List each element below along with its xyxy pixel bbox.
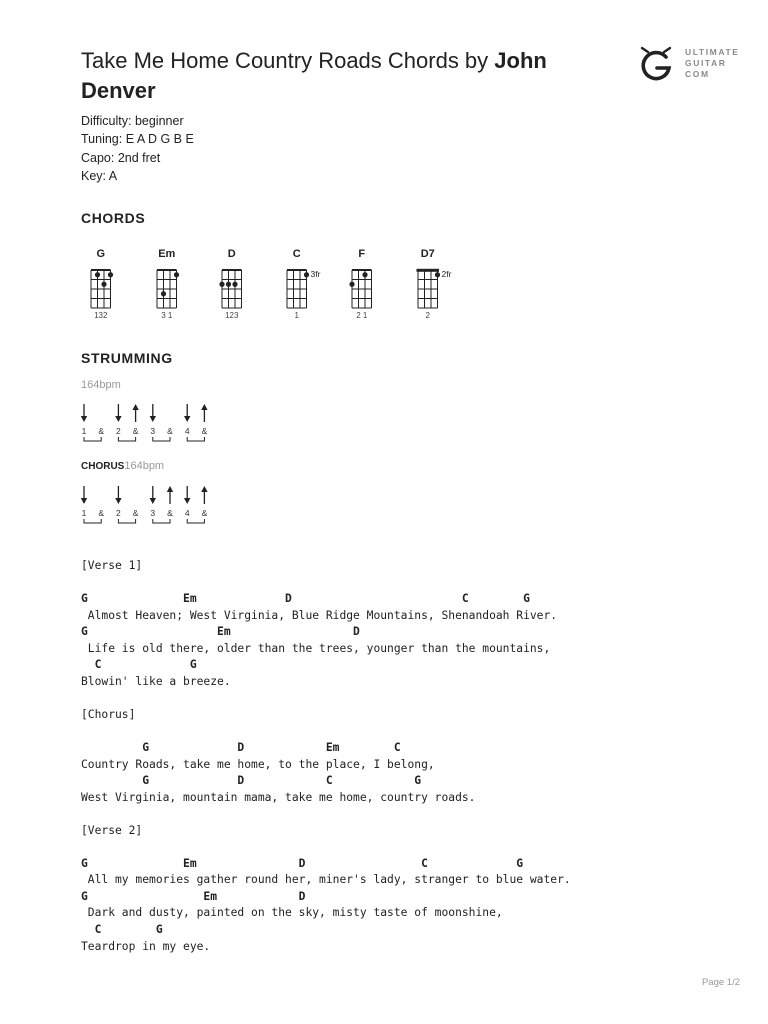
blank-line <box>81 723 571 740</box>
beat-bracket <box>187 437 204 441</box>
chorus-label: CHORUS <box>81 461 125 472</box>
chord-line: C G <box>81 923 163 937</box>
ultimate-guitar-logo-icon <box>636 44 676 84</box>
finger-dot <box>349 282 354 287</box>
strumming-bpm: 164bpm <box>81 379 121 391</box>
capo: Capo: 2nd fret <box>81 150 161 165</box>
lyric-line: Country Roads, take me home, to the place, I belong, <box>81 757 435 771</box>
chord-name: Em <box>158 248 176 260</box>
chord-diagrams <box>68 242 488 322</box>
lyric-line: Dark and dusty, painted on the sky, misty taste of moonshine, <box>81 906 503 920</box>
chord-line: G Em D <box>81 889 306 903</box>
chord-diagram-d <box>219 248 241 320</box>
beat-count: 3 <box>150 426 156 436</box>
blank-line <box>81 575 571 592</box>
finger-dot <box>174 272 179 277</box>
chord-line: G D Em C <box>81 741 401 755</box>
beat-count: 1 <box>81 426 87 436</box>
chord-diagram-f <box>349 248 371 320</box>
chorus-bpm: 164bpm <box>124 460 165 472</box>
down-arrow-icon <box>184 498 190 504</box>
up-arrow-icon <box>167 486 173 492</box>
beat-bracket <box>84 519 101 523</box>
song-meta <box>81 112 194 185</box>
beat-count: & <box>201 508 208 518</box>
beat-count: & <box>98 508 105 518</box>
lyric-line: Almost Heaven; West Virginia, Blue Ridge Mountains, Shenandoah River. <box>81 608 558 622</box>
finger-numbers: 123 <box>225 311 239 320</box>
page-number: Page 1/2 <box>701 977 740 988</box>
lyric-line: West Virginia, mountain mama, take me home, country roads. <box>81 790 476 804</box>
finger-numbers: 3 1 <box>161 311 173 320</box>
key: Key: A <box>81 168 118 183</box>
up-arrow-icon <box>132 404 138 410</box>
chord-sheet <box>81 558 571 955</box>
blank-line <box>81 690 571 707</box>
beat-bracket <box>153 519 170 523</box>
chord-line: G Em D C G <box>81 856 524 870</box>
down-arrow-icon <box>150 416 156 422</box>
chord-line: G Em D <box>81 625 360 639</box>
logo-line: COM <box>685 69 710 79</box>
difficulty: Difficulty: beginner <box>81 114 184 128</box>
chord-line: G D C G <box>81 774 422 788</box>
tuning: Tuning: E A D G B E <box>81 132 194 147</box>
chorus-strum-label <box>81 460 164 472</box>
beat-count: & <box>201 426 208 436</box>
chord-name: D7 <box>420 248 435 260</box>
finger-dot <box>226 282 231 287</box>
beat-bracket <box>118 519 135 523</box>
down-arrow-icon <box>81 498 87 504</box>
song-title <box>81 46 601 106</box>
blank-line <box>81 806 571 823</box>
beat-bracket <box>187 519 204 523</box>
finger-numbers: 132 <box>94 311 108 320</box>
chord-line: C G <box>81 658 197 672</box>
lyric-line: Teardrop in my eye. <box>81 939 211 953</box>
lyric-line: All my memories gather round her, miner's lady, stranger to blue water. <box>81 873 571 887</box>
beat-count: 1 <box>81 508 87 518</box>
finger-dot <box>161 291 166 296</box>
barre <box>417 269 440 272</box>
up-arrow-icon <box>201 486 207 492</box>
logo-wordmark <box>685 47 740 80</box>
down-arrow-icon <box>184 416 190 422</box>
strum-pattern-chorus <box>74 484 224 528</box>
beat-count: 2 <box>116 508 121 518</box>
finger-dot <box>219 282 224 287</box>
section-label: [Verse 2] <box>81 823 143 837</box>
lyric-line: Blowin' like a breeze. <box>81 674 231 688</box>
finger-dot <box>108 272 113 277</box>
finger-dot <box>435 272 440 277</box>
finger-numbers: 1 <box>294 311 299 320</box>
fret-label: 2fr <box>441 269 452 279</box>
strum-pattern-verse <box>74 402 224 446</box>
finger-dot <box>304 272 309 277</box>
finger-numbers: 2 <box>425 311 430 320</box>
down-arrow-icon <box>115 498 121 504</box>
beat-bracket <box>118 437 135 441</box>
chord-name: F <box>358 248 366 260</box>
down-arrow-icon <box>150 498 156 504</box>
chord-diagram-g <box>91 248 113 320</box>
chord-diagram-d7 <box>417 248 452 320</box>
strumming-heading: STRUMMING <box>81 350 173 366</box>
logo-line: GUITAR <box>685 58 727 68</box>
chords-heading: CHORDS <box>81 210 146 226</box>
chord-diagram-em <box>157 248 179 320</box>
blank-line <box>81 839 571 856</box>
logo-line: ULTIMATE <box>685 47 740 57</box>
beat-bracket <box>153 437 170 441</box>
beat-count: & <box>167 508 173 518</box>
down-arrow-icon <box>115 416 121 422</box>
beat-count: 2 <box>116 426 121 436</box>
chord-name: G <box>96 248 106 260</box>
beat-count: & <box>167 426 173 436</box>
beat-count: & <box>132 426 139 436</box>
section-label: [Chorus] <box>81 707 136 721</box>
finger-dot <box>362 272 367 277</box>
chord-line: G Em D C G <box>81 592 530 606</box>
finger-dot <box>101 282 106 287</box>
finger-dot <box>232 282 237 287</box>
section-label: [Verse 1] <box>81 559 143 572</box>
beat-count: & <box>98 426 105 436</box>
chord-name: C <box>292 248 301 260</box>
beat-bracket <box>84 437 101 441</box>
beat-count: & <box>132 508 139 518</box>
down-arrow-icon <box>81 416 87 422</box>
lyric-line: Life is old there, older than the trees, younger than the mountains, <box>81 641 551 655</box>
beat-count: 4 <box>184 508 190 518</box>
song-title-text: Take Me Home Country Roads Chords by <box>81 48 495 73</box>
chord-diagram-c <box>287 248 321 320</box>
artist-name: John Denver <box>81 48 547 103</box>
finger-dot <box>95 272 100 277</box>
fret-label: 3fr <box>310 269 321 279</box>
beat-count: 4 <box>184 426 190 436</box>
up-arrow-icon <box>201 404 207 410</box>
beat-count: 3 <box>150 508 156 518</box>
chord-name: D <box>227 248 236 260</box>
finger-numbers: 2 1 <box>356 311 368 320</box>
